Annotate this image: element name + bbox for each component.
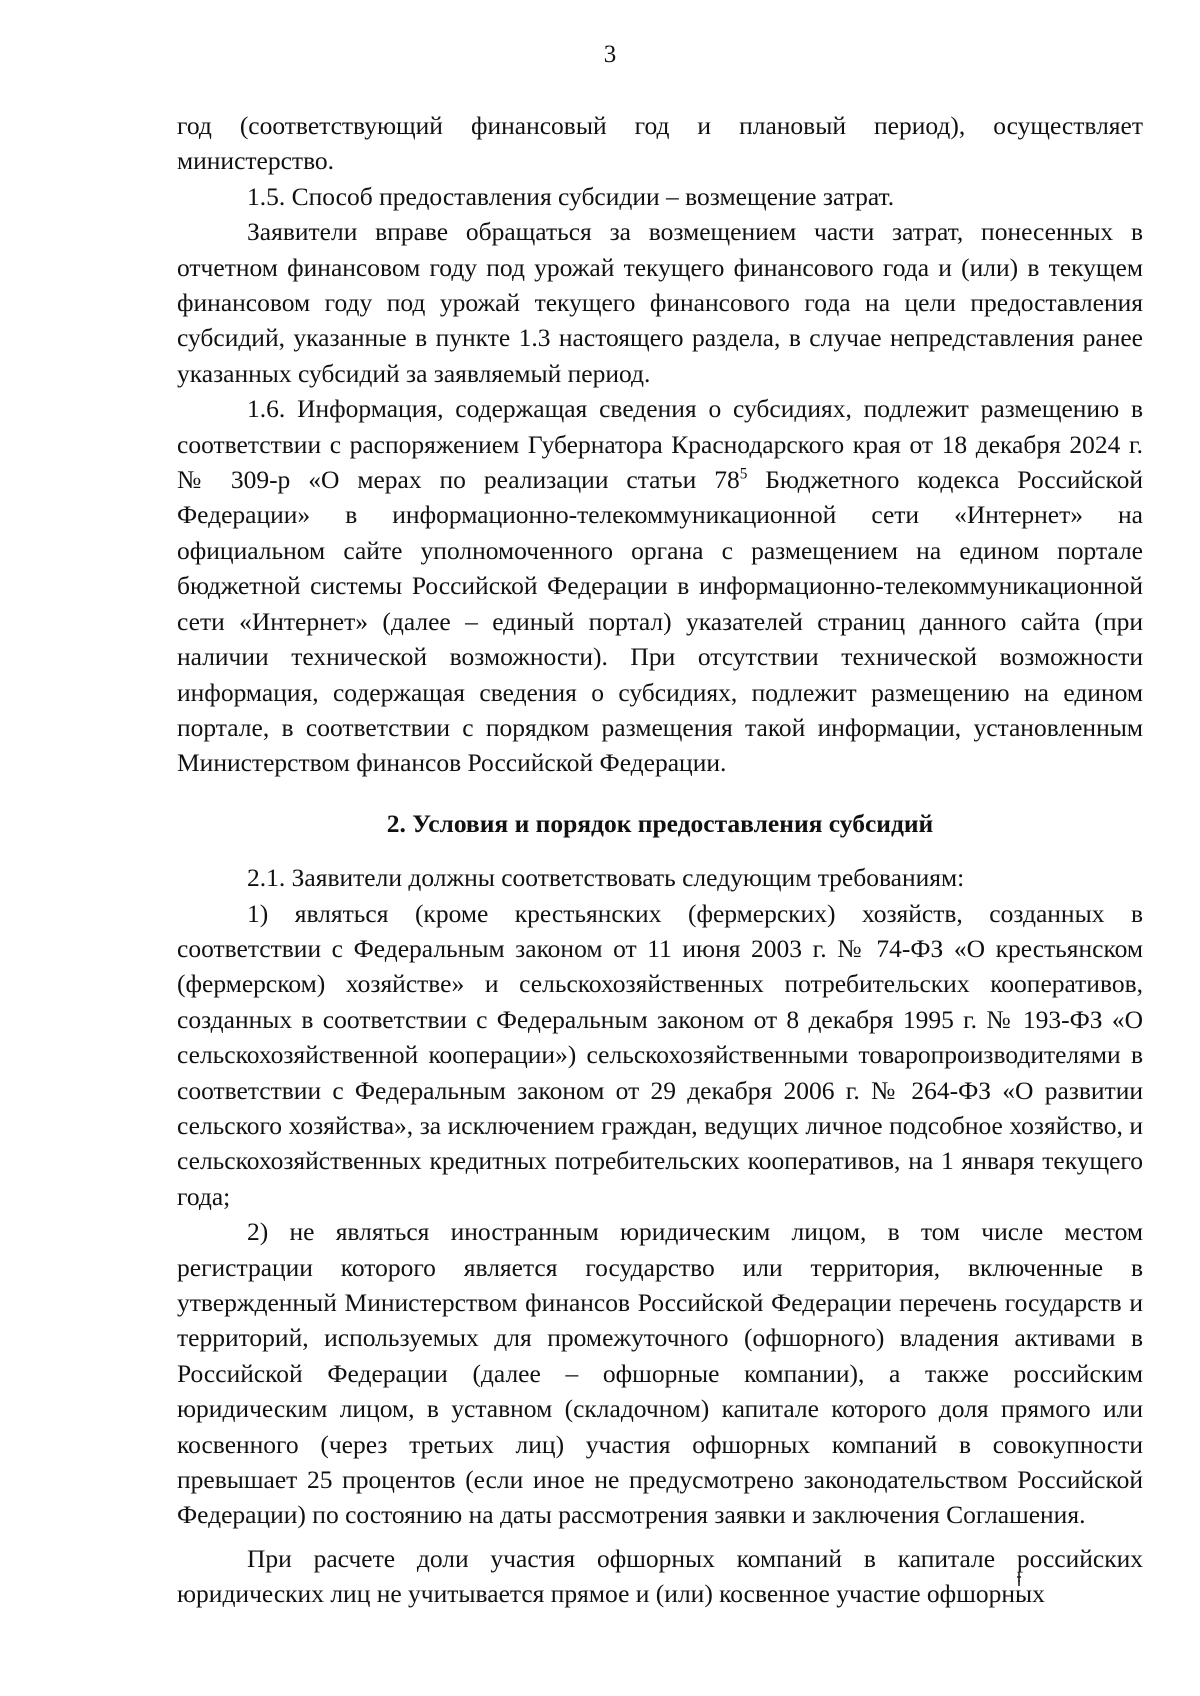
scan-artifact-mark [1016, 1572, 1022, 1586]
paragraph-1-6-part-1: 1.6. Информация, содержащая сведения о субсидиях, подлежит размещению в соответствии с распоряжением Губернатора Краснодарского края от 18 декабря 2024 г. № 309-р «О мерах по реализации статьи 78 [177, 394, 1143, 495]
paragraph-continuation: год (соответствующий финансовый год и плановый период), осуществляет министерство. [177, 111, 1143, 176]
paragraph-1-5: 1.5. Способ предоставления субсидии – возмещение затрат. [247, 181, 895, 211]
article-superscript: 5 [739, 465, 748, 483]
requirement-item-2: 2) не являться иностранным юридическим лицом, в том числе местом регистрации которого является государство или территория, включенные в утвержденный Министерством финансов Российской Федерации перечень государств и территорий, используемых для промежуточного (офшорного) владения активами в Российской Федерации (далее – офшорные компании), а также российским юридическим лицом, в уставном (складочном) капитале которого доля прямого или косвенного (через третьих лиц) участия офшорных компаний в совокупности превышает 25 процентов (если иное не предусмотрено законодательством Российской Федерации) по состоянию на даты рассмотрения заявки и заключения Соглашения. [177, 1217, 1143, 1530]
section-2-heading: 2. Условия и порядок предоставления субсидий [386, 808, 934, 838]
paragraph-applicants-right: Заявители вправе обращаться за возмещением части затрат, понесенных в отчетном финансовом году под урожай текущего финансового года и (или) в текущем финансовом году под урожай текущего финансового года на цели предоставления субсидий, указанные в пункте 1.3 настоящего раздела, в случае непредставления ранее указанных субсидий за заявляемый период. [177, 217, 1143, 388]
paragraph-1-6 [177, 391, 1143, 780]
paragraph-offshore-share: При расчете доли участия офшорных компаний в капитале российских юридических лиц не учитывается прямое и (или) косвенное участие офшорных [177, 1543, 1143, 1609]
requirement-item-1: 1) являться (кроме крестьянских (фермерских) хозяйств, созданных в соответствии с Федеральным законом от 11 июня 2003 г. № 74-ФЗ «О крестьянском (фермерском) хозяйстве» и сельскохозяйственных потребительских кооперативов, созданных в соответствии с Федеральным законом от 8 декабря 1995 г. № 193-ФЗ «О сельскохозяйственной кооперации») сельскохозяйственными товаропроизводителями в соответствии с Федеральным законом от 29 декабря 2006 г. № 264-ФЗ «О развитии сельского хозяйства», за исключением граждан, ведущих личное подсобное хозяйство, и сельскохозяйственных кредитных потребительских кооперативов, на 1 января текущего года; [177, 898, 1143, 1211]
page-number: 3 [603, 41, 617, 68]
paragraph-2-1: 2.1. Заявители должны соответствовать следующим требованиям: [247, 863, 965, 893]
document-body [177, 108, 1143, 1612]
paragraph-1-6-part-2: Бюджетного кодекса Российской Федерации» в информационно-телекоммуникационной сети «Интернет» на официальном сайте уполномоченного органа с размещением на едином портале бюджетной системы Российской Федерации в информационно-телекоммуникационной сети «Интернет» (далее – единый портал) указателей страниц данного сайта (при наличии технической возможности). При отсутствии технической возможности информация, содержащая сведения о субсидиях, подлежит размещению на едином портале, в соответствии с порядком размещения такой информации, установленным Министерством финансов Российской Федерации. [177, 465, 1144, 778]
